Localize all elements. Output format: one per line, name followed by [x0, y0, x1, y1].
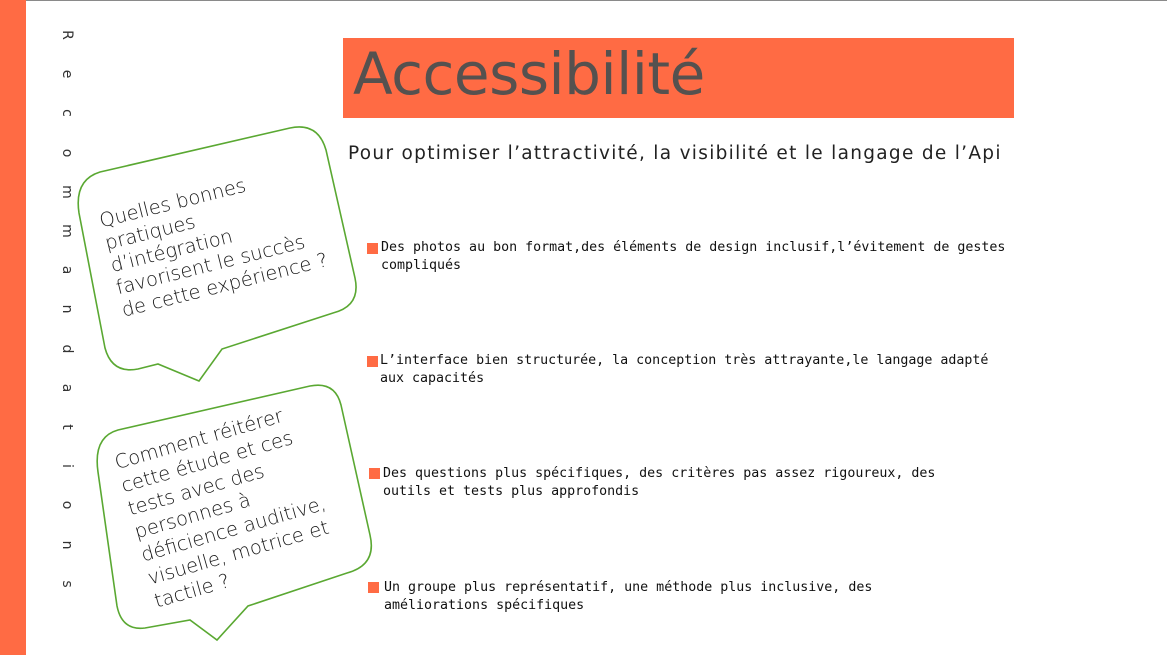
recommendation-item: Un groupe plus représentatif, une méthode plus inclusive, des améliorations spécifiques [384, 580, 873, 613]
bullet-square [369, 468, 380, 479]
bullet-square [368, 582, 379, 593]
bullet-square [367, 356, 378, 367]
side-label-letter: e [59, 69, 75, 79]
side-label-letter: n [59, 540, 75, 550]
side-label-letter: a [59, 265, 75, 275]
side-label-letter: m [59, 184, 75, 199]
side-label-letter: i [59, 464, 75, 469]
side-label-letter: c [59, 109, 75, 118]
question-reiterate-study: Comment réitérer cette étude et ces tests avec des personnes à déficience auditive, visuelle, motrice et tactile ? [112, 404, 332, 613]
side-label-letter: a [59, 383, 75, 393]
side-label-letter: t [59, 424, 75, 430]
side-label-letter: o [59, 148, 75, 157]
side-label-letter: m [59, 224, 75, 238]
question-integration-practices: Quelles bonnes pratiques d’intégration favorisent le succès de cette expérience ? [97, 173, 330, 322]
side-label-letter: s [59, 580, 75, 588]
side-label-letter: R [59, 30, 75, 40]
recommendation-item: Des questions plus spécifiques, des critères pas assez rigoureux, des outils et tests plus approfondis [383, 466, 936, 499]
page-title: Accessibilité [353, 40, 705, 108]
bullet-square [367, 243, 378, 254]
side-label-letter: n [59, 304, 75, 314]
subtitle: Pour optimiser l’attractivité, la visibilité et le langage de l’Api [348, 143, 1002, 164]
side-label-letter: d [59, 344, 75, 354]
side-label-letter: o [59, 501, 75, 510]
recommendation-item: Des photos au bon format,des éléments de design inclusif,l’évitement de gestes compliqués [381, 240, 1006, 273]
recommendation-item: L’interface bien structurée, la conception très attrayante,le langage adapté aux capacités [380, 353, 989, 386]
